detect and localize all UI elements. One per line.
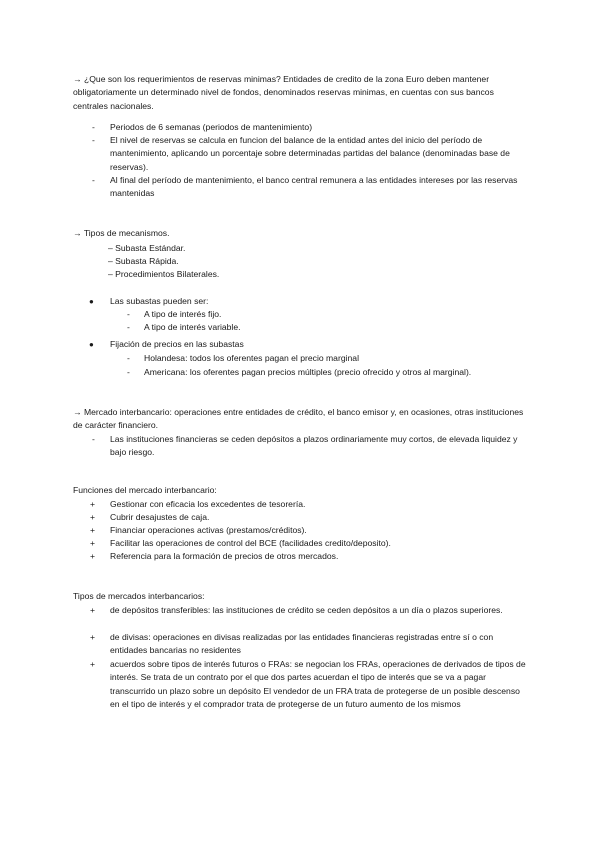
bullet-dash: -: [127, 309, 130, 319]
bullet-dot: ●: [89, 297, 94, 306]
reservas-bullet: Al final del período de mantenimiento, el banco central remunera a las entidades intereses por las reservas mantenidas: [110, 175, 518, 199]
bullet-dash: -: [92, 434, 95, 444]
subasta-tipo-item: A tipo de interés fijo.: [144, 309, 222, 319]
funciones-heading: Funciones del mercado interbancario:: [73, 485, 217, 495]
funcion-item: Financiar operaciones activas (prestamos/créditos).: [110, 525, 307, 535]
mecanismo-item: – Subasta Estándar.: [108, 243, 186, 253]
mercado-tipo-item: de divisas: operaciones en divisas realizadas por las entidades financieras registradas entre sí o con entidades bancarias no residentes: [110, 632, 494, 656]
fijacion-item: Americana: los oferentes pagan precios múltiples (precio ofrecido y otros al marginal).: [144, 367, 472, 377]
mercado-interbancario-paragraph: → Mercado interbancario: operaciones entre entidades de crédito, el banco emisor y, en ocasiones, otras instituciones de carácter financiero.: [73, 407, 524, 431]
bullet-plus: +: [90, 659, 96, 669]
reservas-bullet: Periodos de 6 semanas (periodos de mantenimiento): [110, 122, 313, 132]
bullet-dash: -: [92, 135, 95, 145]
bullet-dash: -: [92, 175, 95, 185]
subasta-tipo-item: A tipo de interés variable.: [144, 322, 241, 332]
bullet-plus: +: [90, 551, 96, 561]
funcion-item: Gestionar con eficacia los excedentes de tesorería.: [110, 499, 306, 509]
bullet-dash: -: [127, 353, 130, 363]
subastas-label: Las subastas pueden ser:: [110, 296, 209, 306]
mercado-tipo-item: acuerdos sobre tipos de interés futuros o FRAs: se negocian los FRAs, operaciones de derivados de tipos de interés. Se trata de un contrato por el que dos partes acuerdan el tipo de interés que se va a pagar transcurrido un plazo sobre un depósito El vendedor de un FRA trata de protegerse de un posible descenso en el tipo de interés y el comprador trata de protegerse de un futuro aumento de los mismos: [110, 659, 526, 710]
mercado-tipo-item: de depósitos transferibles: las instituciones de crédito se ceden depósitos a un día o plazos superiores.: [110, 605, 503, 615]
bullet-plus: +: [90, 499, 96, 509]
bullet-plus: +: [90, 605, 96, 615]
funcion-item: Referencia para la formación de precios de otros mercados.: [110, 551, 339, 561]
mecanismo-item: – Procedimientos Bilaterales.: [108, 269, 220, 279]
interbancario-bullet: Las instituciones financieras se ceden depósitos a plazos ordinariamente muy cortos, de elevada liquidez y bajo riesgo.: [110, 434, 518, 458]
bullet-dash: -: [92, 122, 95, 132]
reservas-bullet: El nivel de reservas se calcula en funcion del balance de la entidad antes del inicio del período de mantenimiento, aplicando un porcentaje sobre determinadas partidas del balance (denominadas base de reservas).: [110, 135, 510, 172]
bullet-plus: +: [90, 538, 96, 548]
fijacion-item: Holandesa: todos los oferentes pagan el precio marginal: [144, 353, 359, 363]
reservas-minimas-paragraph: → ¿Que son los requerimientos de reservas minimas? Entidades de credito de la zona Euro deben mantener obligatoriamente un determinado nivel de fondos, denominados reservas minimas, en cuentas con sus bancos centrales nacionales.: [73, 74, 494, 111]
funcion-item: Facilitar las operaciones de control del BCE (facilidades credito/deposito).: [110, 538, 391, 548]
fijacion-label: Fijación de precios en las subastas: [110, 339, 244, 349]
mecanismo-item: – Subasta Rápida.: [108, 256, 179, 266]
tipos-mercados-heading: Tipos de mercados interbancarios:: [73, 591, 205, 601]
funcion-item: Cubrir desajustes de caja.: [110, 512, 210, 522]
bullet-plus: +: [90, 512, 96, 522]
bullet-plus: +: [90, 632, 96, 642]
bullet-dash: -: [127, 367, 130, 377]
tipos-mecanismos-heading: → Tipos de mecanismos.: [73, 228, 170, 238]
bullet-plus: +: [90, 525, 96, 535]
bullet-dash: -: [127, 322, 130, 332]
bullet-dot: ●: [89, 340, 94, 349]
